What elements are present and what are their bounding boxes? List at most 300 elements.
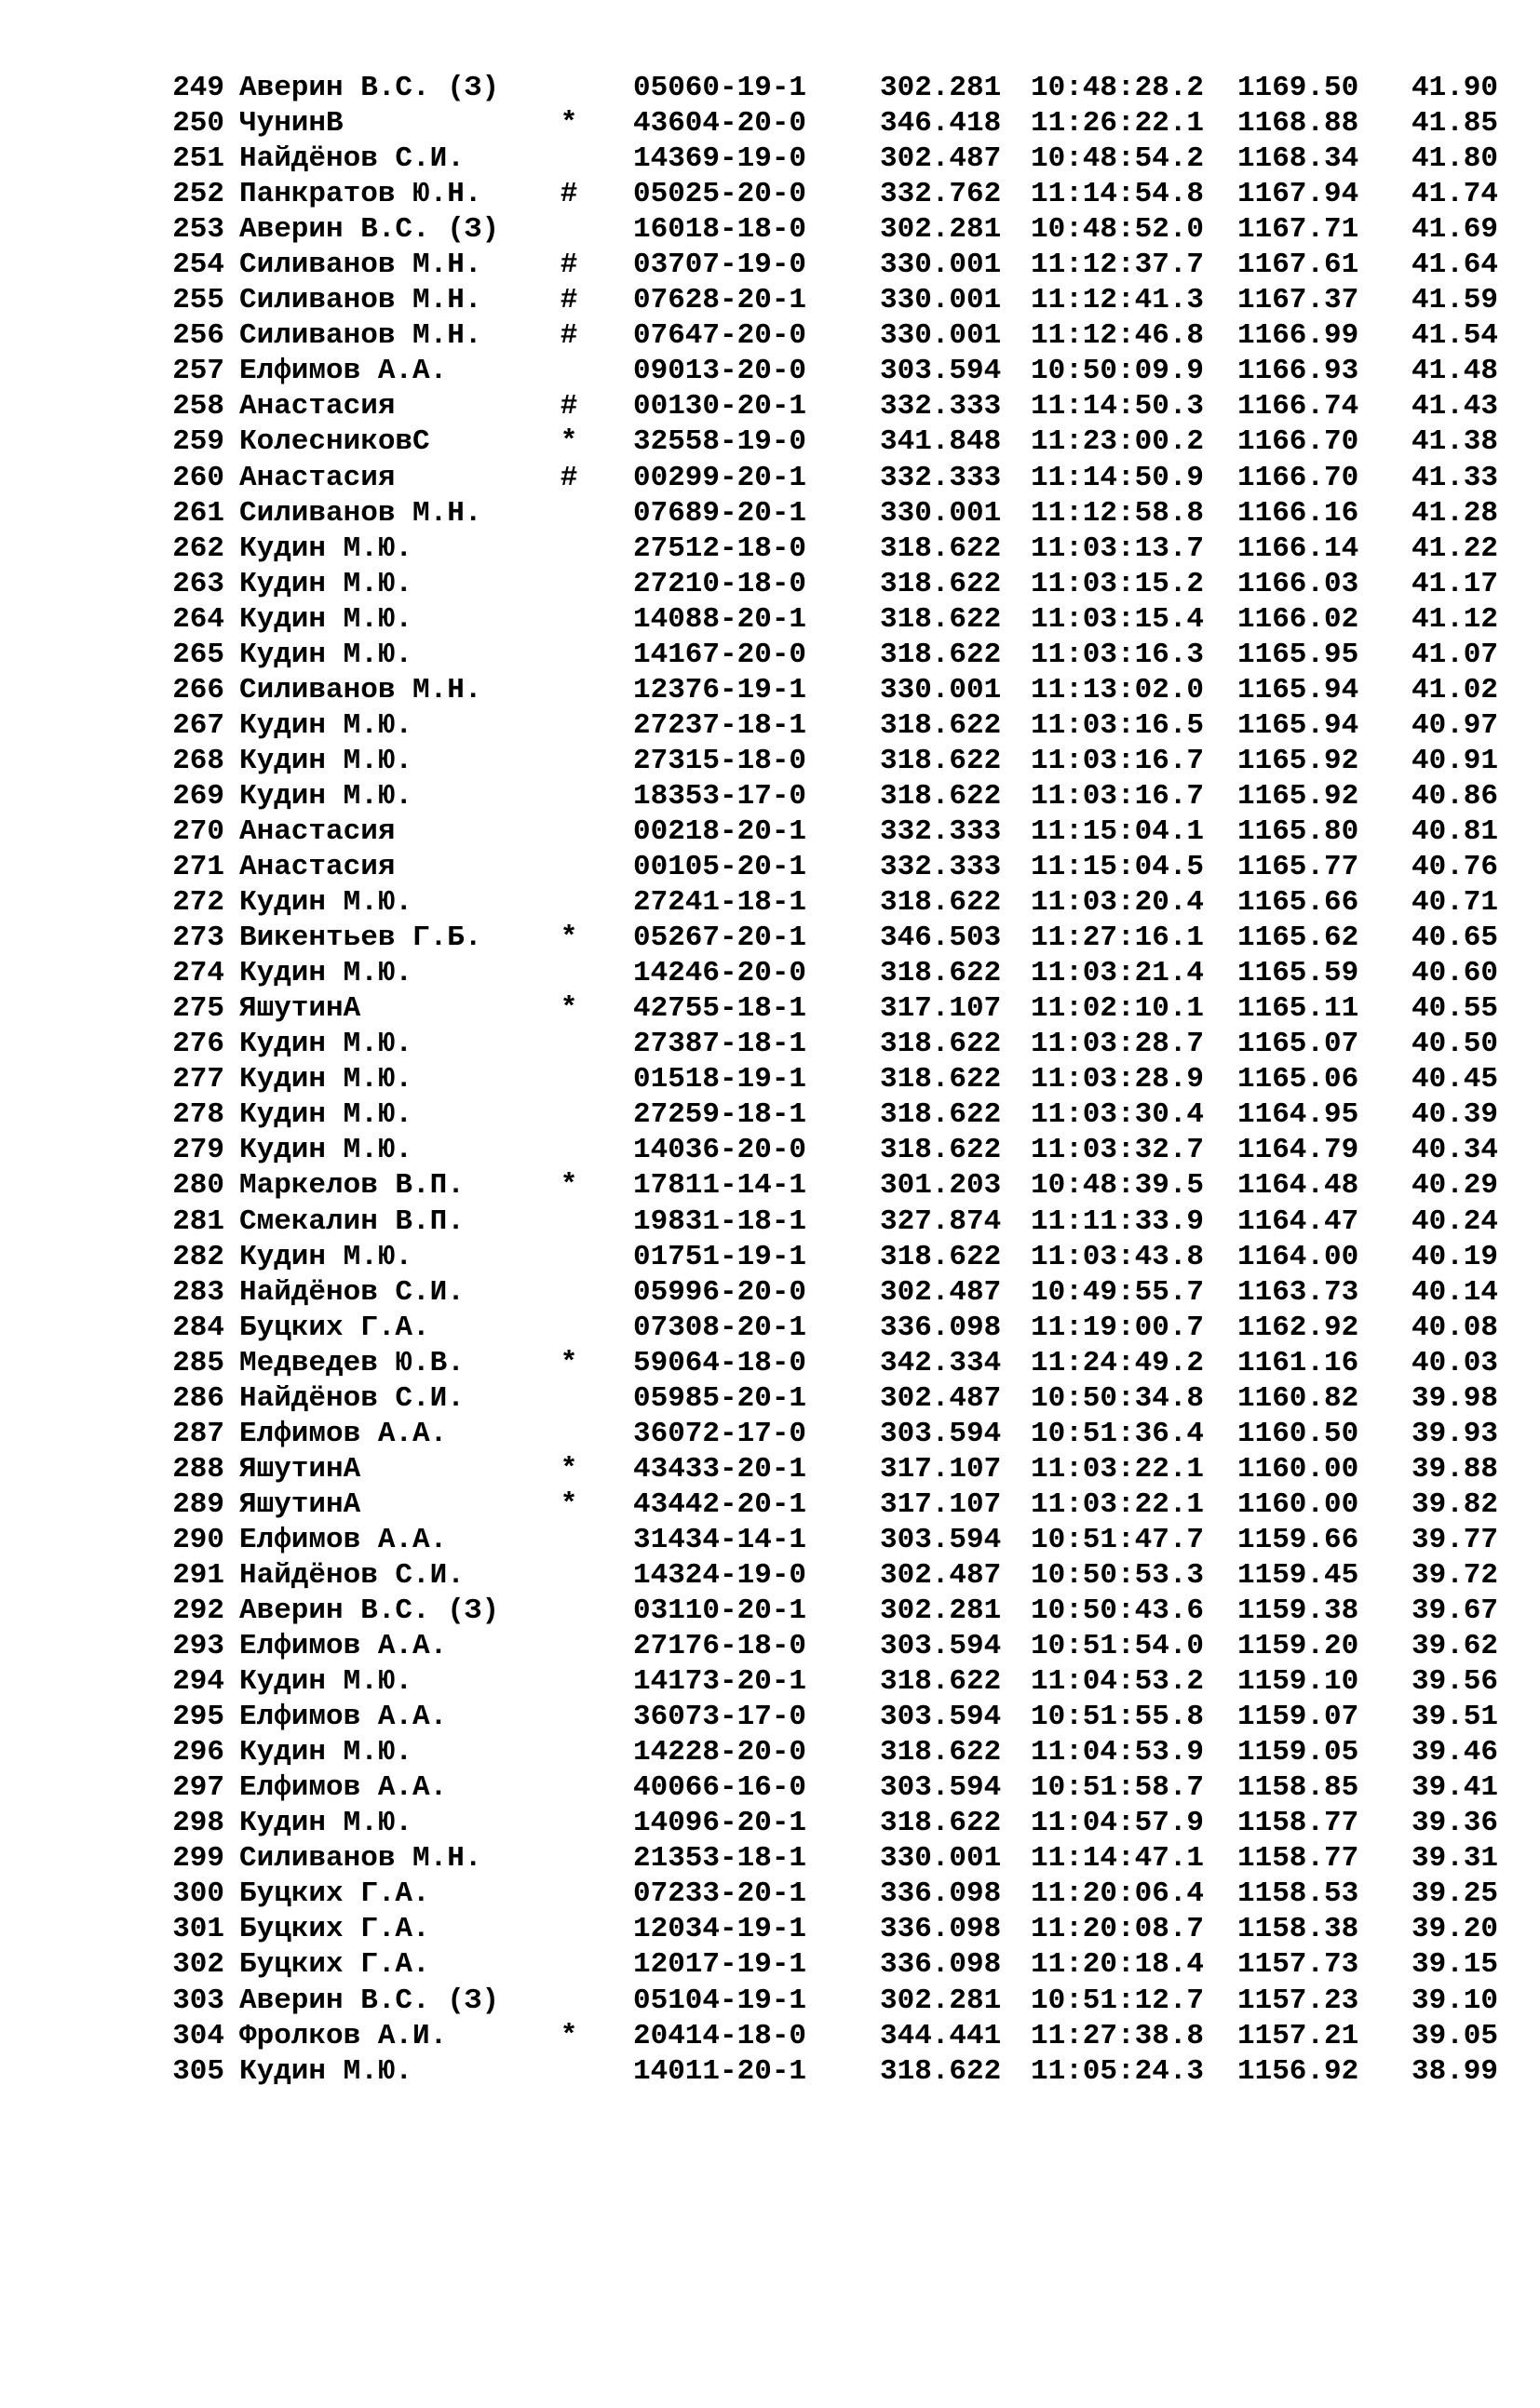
result-row bbox=[0, 1204, 1540, 1240]
place-number: 250 bbox=[172, 107, 224, 141]
points: 40.03 bbox=[1412, 1346, 1499, 1379]
fancier-name: Елфимов А.А. bbox=[239, 1771, 448, 1805]
arrival-time: 11:14:54.8 bbox=[1031, 178, 1205, 211]
speed: 1165.94 bbox=[1237, 708, 1359, 742]
speed: 1165.66 bbox=[1237, 886, 1359, 920]
speed: 1166.16 bbox=[1237, 496, 1359, 530]
arrival-time: 11:03:20.4 bbox=[1031, 886, 1205, 920]
ring-number: 18353-17-0 bbox=[633, 779, 807, 813]
place-number: 294 bbox=[172, 1665, 224, 1699]
distance: 302.487 bbox=[880, 1558, 1002, 1592]
arrival-time: 11:03:28.9 bbox=[1031, 1063, 1205, 1096]
speed: 1158.38 bbox=[1237, 1913, 1359, 1946]
ring-number: 19831-18-1 bbox=[633, 1204, 807, 1238]
speed: 1160.50 bbox=[1237, 1417, 1359, 1450]
fancier-mark: # bbox=[560, 249, 578, 282]
place-number: 278 bbox=[172, 1098, 224, 1132]
distance: 336.098 bbox=[880, 1311, 1002, 1344]
place-number: 279 bbox=[172, 1134, 224, 1167]
ring-number: 42755-18-1 bbox=[633, 992, 807, 1026]
arrival-time: 11:15:04.5 bbox=[1031, 851, 1205, 884]
ring-number: 05267-20-1 bbox=[633, 921, 807, 955]
distance: 303.594 bbox=[880, 1523, 1002, 1556]
distance: 327.874 bbox=[880, 1204, 1002, 1238]
speed: 1166.14 bbox=[1237, 531, 1359, 565]
fancier-name: Аверин В.С. (З) bbox=[239, 1594, 500, 1628]
arrival-time: 11:27:16.1 bbox=[1031, 921, 1205, 955]
result-row bbox=[0, 1275, 1540, 1311]
arrival-time: 11:02:10.1 bbox=[1031, 992, 1205, 1026]
speed: 1158.77 bbox=[1237, 1807, 1359, 1840]
place-number: 257 bbox=[172, 355, 224, 388]
arrival-time: 11:04:53.2 bbox=[1031, 1665, 1205, 1699]
place-number: 252 bbox=[172, 178, 224, 211]
result-row bbox=[0, 1558, 1540, 1594]
points: 41.07 bbox=[1412, 638, 1499, 671]
speed: 1159.05 bbox=[1237, 1736, 1359, 1769]
fancier-name: Анастасия bbox=[239, 851, 396, 884]
distance: 341.848 bbox=[880, 425, 1002, 459]
distance: 318.622 bbox=[880, 1807, 1002, 1840]
result-row bbox=[0, 1346, 1540, 1381]
ring-number: 00218-20-1 bbox=[633, 814, 807, 848]
place-number: 287 bbox=[172, 1417, 224, 1450]
arrival-time: 11:03:30.4 bbox=[1031, 1098, 1205, 1132]
result-row bbox=[0, 1487, 1540, 1523]
result-row bbox=[0, 1452, 1540, 1487]
fancier-name: Кудин М.Ю. bbox=[239, 1134, 413, 1167]
result-row bbox=[0, 1912, 1540, 1947]
speed: 1168.34 bbox=[1237, 142, 1359, 176]
fancier-name: Кудин М.Ю. bbox=[239, 531, 413, 565]
distance: 303.594 bbox=[880, 1630, 1002, 1663]
speed: 1165.59 bbox=[1237, 957, 1359, 990]
ring-number: 12017-19-1 bbox=[633, 1948, 807, 1982]
arrival-time: 11:13:02.0 bbox=[1031, 673, 1205, 706]
result-row bbox=[0, 1523, 1540, 1558]
result-row bbox=[0, 1841, 1540, 1877]
distance: 330.001 bbox=[880, 673, 1002, 706]
ring-number: 32558-19-0 bbox=[633, 425, 807, 459]
speed: 1159.66 bbox=[1237, 1523, 1359, 1556]
place-number: 296 bbox=[172, 1736, 224, 1769]
speed: 1165.95 bbox=[1237, 638, 1359, 671]
fancier-name: Найдёнов С.И. bbox=[239, 1381, 465, 1415]
place-number: 267 bbox=[172, 708, 224, 742]
arrival-time: 10:50:34.8 bbox=[1031, 1381, 1205, 1415]
distance: 317.107 bbox=[880, 992, 1002, 1026]
points: 39.72 bbox=[1412, 1558, 1499, 1592]
distance: 330.001 bbox=[880, 284, 1002, 317]
arrival-time: 10:48:52.0 bbox=[1031, 213, 1205, 247]
fancier-mark: * bbox=[560, 992, 578, 1026]
fancier-name: Кудин М.Ю. bbox=[239, 1807, 413, 1840]
result-row bbox=[0, 461, 1540, 496]
arrival-time: 11:03:22.1 bbox=[1031, 1452, 1205, 1486]
result-row bbox=[0, 2019, 1540, 2054]
result-row bbox=[0, 354, 1540, 389]
fancier-name: Аверин В.С. (З) bbox=[239, 72, 500, 104]
distance: 332.333 bbox=[880, 390, 1002, 424]
place-number: 258 bbox=[172, 390, 224, 424]
distance: 318.622 bbox=[880, 567, 1002, 600]
place-number: 260 bbox=[172, 461, 224, 494]
fancier-name: Кудин М.Ю. bbox=[239, 957, 413, 990]
points: 41.90 bbox=[1412, 72, 1499, 104]
result-row bbox=[0, 318, 1540, 354]
speed: 1166.02 bbox=[1237, 602, 1359, 636]
fancier-name: Силиванов М.Н. bbox=[239, 496, 482, 530]
points: 41.22 bbox=[1412, 531, 1499, 565]
ring-number: 27210-18-0 bbox=[633, 567, 807, 600]
arrival-time: 10:51:58.7 bbox=[1031, 1771, 1205, 1805]
fancier-name: ЯшутинА bbox=[239, 1452, 361, 1486]
fancier-name: Буцких Г.А. bbox=[239, 1311, 430, 1344]
fancier-mark: # bbox=[560, 390, 578, 424]
ring-number: 07628-20-1 bbox=[633, 284, 807, 317]
ring-number: 20414-18-0 bbox=[633, 2019, 807, 2052]
distance: 302.281 bbox=[880, 1594, 1002, 1628]
arrival-time: 11:03:32.7 bbox=[1031, 1134, 1205, 1167]
place-number: 284 bbox=[172, 1311, 224, 1344]
result-row bbox=[0, 1735, 1540, 1770]
fancier-mark: # bbox=[560, 178, 578, 211]
distance: 303.594 bbox=[880, 1771, 1002, 1805]
distance: 336.098 bbox=[880, 1948, 1002, 1982]
speed: 1160.00 bbox=[1237, 1452, 1359, 1486]
distance: 346.503 bbox=[880, 921, 1002, 955]
arrival-time: 11:12:46.8 bbox=[1031, 319, 1205, 353]
fancier-mark: * bbox=[560, 425, 578, 459]
place-number: 288 bbox=[172, 1452, 224, 1486]
ring-number: 03110-20-1 bbox=[633, 1594, 807, 1628]
fancier-name: Анастасия bbox=[239, 390, 396, 424]
place-number: 285 bbox=[172, 1346, 224, 1379]
arrival-time: 10:50:53.3 bbox=[1031, 1558, 1205, 1592]
place-number: 269 bbox=[172, 779, 224, 813]
points: 41.38 bbox=[1412, 425, 1499, 459]
place-number: 297 bbox=[172, 1771, 224, 1805]
distance: 318.622 bbox=[880, 744, 1002, 777]
distance: 342.334 bbox=[880, 1346, 1002, 1379]
fancier-mark: # bbox=[560, 319, 578, 353]
ring-number: 00130-20-1 bbox=[633, 390, 807, 424]
points: 41.28 bbox=[1412, 496, 1499, 530]
ring-number: 43604-20-0 bbox=[633, 107, 807, 141]
arrival-time: 10:48:39.5 bbox=[1031, 1169, 1205, 1203]
distance: 330.001 bbox=[880, 249, 1002, 282]
results-table bbox=[0, 71, 1540, 2090]
distance: 330.001 bbox=[880, 1842, 1002, 1876]
place-number: 305 bbox=[172, 2054, 224, 2088]
place-number: 272 bbox=[172, 886, 224, 920]
fancier-name: ЯшутинА bbox=[239, 1487, 361, 1521]
place-number: 256 bbox=[172, 319, 224, 353]
place-number: 275 bbox=[172, 992, 224, 1026]
distance: 318.622 bbox=[880, 1665, 1002, 1699]
fancier-name: ЧунинВ bbox=[239, 107, 344, 141]
points: 40.76 bbox=[1412, 851, 1499, 884]
result-row bbox=[0, 1240, 1540, 1275]
arrival-time: 11:03:15.2 bbox=[1031, 567, 1205, 600]
arrival-time: 11:14:47.1 bbox=[1031, 1842, 1205, 1876]
points: 40.55 bbox=[1412, 992, 1499, 1026]
fancier-name: Фролков А.И. bbox=[239, 2019, 448, 2052]
ring-number: 14228-20-0 bbox=[633, 1736, 807, 1769]
result-row bbox=[0, 1770, 1540, 1806]
arrival-time: 11:03:16.7 bbox=[1031, 744, 1205, 777]
place-number: 277 bbox=[172, 1063, 224, 1096]
arrival-time: 11:20:06.4 bbox=[1031, 1877, 1205, 1911]
arrival-time: 11:14:50.9 bbox=[1031, 461, 1205, 494]
speed: 1164.95 bbox=[1237, 1098, 1359, 1132]
fancier-name: Панкратов Ю.Н. bbox=[239, 178, 482, 211]
distance: 302.281 bbox=[880, 1984, 1002, 2017]
distance: 318.622 bbox=[880, 886, 1002, 920]
result-row bbox=[0, 177, 1540, 212]
ring-number: 12376-19-1 bbox=[633, 673, 807, 706]
ring-number: 40066-16-0 bbox=[633, 1771, 807, 1805]
result-row bbox=[0, 708, 1540, 744]
points: 40.91 bbox=[1412, 744, 1499, 777]
fancier-mark: * bbox=[560, 107, 578, 141]
distance: 318.622 bbox=[880, 708, 1002, 742]
points: 40.34 bbox=[1412, 1134, 1499, 1167]
place-number: 286 bbox=[172, 1381, 224, 1415]
speed: 1169.50 bbox=[1237, 72, 1359, 104]
ring-number: 43442-20-1 bbox=[633, 1487, 807, 1521]
fancier-name: Кудин М.Ю. bbox=[239, 1028, 413, 1061]
result-row bbox=[0, 106, 1540, 141]
points: 39.56 bbox=[1412, 1665, 1499, 1699]
result-row bbox=[0, 673, 1540, 708]
place-number: 262 bbox=[172, 531, 224, 565]
place-number: 273 bbox=[172, 921, 224, 955]
result-row bbox=[0, 1133, 1540, 1168]
distance: 302.487 bbox=[880, 1275, 1002, 1309]
place-number: 263 bbox=[172, 567, 224, 600]
result-row bbox=[0, 1097, 1540, 1133]
ring-number: 16018-18-0 bbox=[633, 213, 807, 247]
fancier-mark: * bbox=[560, 1346, 578, 1379]
result-row bbox=[0, 389, 1540, 424]
points: 39.77 bbox=[1412, 1523, 1499, 1556]
place-number: 261 bbox=[172, 496, 224, 530]
points: 41.54 bbox=[1412, 319, 1499, 353]
speed: 1166.70 bbox=[1237, 461, 1359, 494]
fancier-name: Елфимов А.А. bbox=[239, 1701, 448, 1734]
points: 41.74 bbox=[1412, 178, 1499, 211]
ring-number: 05996-20-0 bbox=[633, 1275, 807, 1309]
points: 39.25 bbox=[1412, 1877, 1499, 1911]
result-row bbox=[0, 1947, 1540, 1983]
points: 39.20 bbox=[1412, 1913, 1499, 1946]
fancier-name: ЯшутинА bbox=[239, 992, 361, 1026]
place-number: 254 bbox=[172, 249, 224, 282]
arrival-time: 11:20:18.4 bbox=[1031, 1948, 1205, 1982]
points: 39.15 bbox=[1412, 1948, 1499, 1982]
points: 41.48 bbox=[1412, 355, 1499, 388]
points: 40.71 bbox=[1412, 886, 1499, 920]
fancier-name: Найдёнов С.И. bbox=[239, 142, 465, 176]
place-number: 289 bbox=[172, 1487, 224, 1521]
distance: 303.594 bbox=[880, 1701, 1002, 1734]
points: 39.88 bbox=[1412, 1452, 1499, 1486]
place-number: 281 bbox=[172, 1204, 224, 1238]
ring-number: 05104-19-1 bbox=[633, 1984, 807, 2017]
speed: 1167.37 bbox=[1237, 284, 1359, 317]
ring-number: 01751-19-1 bbox=[633, 1240, 807, 1273]
speed: 1164.00 bbox=[1237, 1240, 1359, 1273]
ring-number: 00105-20-1 bbox=[633, 851, 807, 884]
arrival-time: 10:50:43.6 bbox=[1031, 1594, 1205, 1628]
ring-number: 05985-20-1 bbox=[633, 1381, 807, 1415]
arrival-time: 10:48:28.2 bbox=[1031, 72, 1205, 104]
fancier-name: Викентьев Г.Б. bbox=[239, 921, 482, 955]
fancier-name: Буцких Г.А. bbox=[239, 1913, 430, 1946]
arrival-time: 11:03:16.7 bbox=[1031, 779, 1205, 813]
fancier-name: Силиванов М.Н. bbox=[239, 673, 482, 706]
fancier-name: Кудин М.Ю. bbox=[239, 744, 413, 777]
distance: 318.622 bbox=[880, 1098, 1002, 1132]
distance: 302.281 bbox=[880, 72, 1002, 104]
fancier-name: Кудин М.Ю. bbox=[239, 638, 413, 671]
ring-number: 14173-20-1 bbox=[633, 1665, 807, 1699]
place-number: 300 bbox=[172, 1877, 224, 1911]
fancier-name: КолесниковС bbox=[239, 425, 430, 459]
points: 41.80 bbox=[1412, 142, 1499, 176]
place-number: 280 bbox=[172, 1169, 224, 1203]
fancier-name: Кудин М.Ю. bbox=[239, 1240, 413, 1273]
place-number: 268 bbox=[172, 744, 224, 777]
result-row bbox=[0, 531, 1540, 567]
points: 40.97 bbox=[1412, 708, 1499, 742]
arrival-time: 11:11:33.9 bbox=[1031, 1204, 1205, 1238]
speed: 1168.88 bbox=[1237, 107, 1359, 141]
points: 41.85 bbox=[1412, 107, 1499, 141]
points: 39.10 bbox=[1412, 1984, 1499, 2017]
arrival-time: 11:20:08.7 bbox=[1031, 1913, 1205, 1946]
fancier-name: Смекалин В.П. bbox=[239, 1204, 465, 1238]
arrival-time: 11:03:13.7 bbox=[1031, 531, 1205, 565]
place-number: 283 bbox=[172, 1275, 224, 1309]
result-row bbox=[0, 1700, 1540, 1735]
result-row bbox=[0, 1664, 1540, 1700]
points: 40.65 bbox=[1412, 921, 1499, 955]
speed: 1162.92 bbox=[1237, 1311, 1359, 1344]
speed: 1164.47 bbox=[1237, 1204, 1359, 1238]
points: 40.39 bbox=[1412, 1098, 1499, 1132]
fancier-name: Найдёнов С.И. bbox=[239, 1558, 465, 1592]
distance: 318.622 bbox=[880, 638, 1002, 671]
result-row bbox=[0, 71, 1540, 106]
ring-number: 27176-18-0 bbox=[633, 1630, 807, 1663]
result-row bbox=[0, 1629, 1540, 1664]
place-number: 271 bbox=[172, 851, 224, 884]
speed: 1156.92 bbox=[1237, 2054, 1359, 2088]
result-row bbox=[0, 1168, 1540, 1204]
ring-number: 27241-18-1 bbox=[633, 886, 807, 920]
result-row bbox=[0, 956, 1540, 991]
result-row bbox=[0, 1984, 1540, 2019]
result-row bbox=[0, 1806, 1540, 1841]
place-number: 295 bbox=[172, 1701, 224, 1734]
speed: 1166.93 bbox=[1237, 355, 1359, 388]
arrival-time: 11:14:50.3 bbox=[1031, 390, 1205, 424]
ring-number: 14096-20-1 bbox=[633, 1807, 807, 1840]
arrival-time: 11:03:21.4 bbox=[1031, 957, 1205, 990]
ring-number: 14088-20-1 bbox=[633, 602, 807, 636]
arrival-time: 10:51:47.7 bbox=[1031, 1523, 1205, 1556]
place-number: 264 bbox=[172, 602, 224, 636]
fancier-name: Силиванов М.Н. bbox=[239, 319, 482, 353]
ring-number: 12034-19-1 bbox=[633, 1913, 807, 1946]
distance: 303.594 bbox=[880, 355, 1002, 388]
arrival-time: 10:51:55.8 bbox=[1031, 1701, 1205, 1734]
speed: 1163.73 bbox=[1237, 1275, 1359, 1309]
arrival-time: 11:12:37.7 bbox=[1031, 249, 1205, 282]
fancier-mark: * bbox=[560, 1487, 578, 1521]
distance: 332.762 bbox=[880, 178, 1002, 211]
place-number: 270 bbox=[172, 814, 224, 848]
place-number: 304 bbox=[172, 2019, 224, 2052]
result-row bbox=[0, 885, 1540, 921]
distance: 318.622 bbox=[880, 779, 1002, 813]
fancier-name: Аверин В.С. (З) bbox=[239, 213, 500, 247]
distance: 302.487 bbox=[880, 142, 1002, 176]
place-number: 292 bbox=[172, 1594, 224, 1628]
result-row bbox=[0, 850, 1540, 885]
distance: 318.622 bbox=[880, 602, 1002, 636]
place-number: 282 bbox=[172, 1240, 224, 1273]
fancier-name: Силиванов М.Н. bbox=[239, 249, 482, 282]
arrival-time: 10:49:55.7 bbox=[1031, 1275, 1205, 1309]
speed: 1165.77 bbox=[1237, 851, 1359, 884]
speed: 1167.94 bbox=[1237, 178, 1359, 211]
speed: 1165.80 bbox=[1237, 814, 1359, 848]
fancier-name: Аверин В.С. (З) bbox=[239, 1984, 500, 2017]
points: 40.29 bbox=[1412, 1169, 1499, 1203]
points: 40.19 bbox=[1412, 1240, 1499, 1273]
result-row bbox=[0, 1381, 1540, 1417]
fancier-name: Кудин М.Ю. bbox=[239, 567, 413, 600]
place-number: 303 bbox=[172, 1984, 224, 2017]
result-row bbox=[0, 991, 1540, 1027]
distance: 318.622 bbox=[880, 1063, 1002, 1096]
fancier-name: Буцких Г.А. bbox=[239, 1877, 430, 1911]
place-number: 266 bbox=[172, 673, 224, 706]
fancier-name: Елфимов А.А. bbox=[239, 1523, 448, 1556]
ring-number: 07647-20-0 bbox=[633, 319, 807, 353]
points: 41.59 bbox=[1412, 284, 1499, 317]
result-row bbox=[0, 921, 1540, 956]
result-row bbox=[0, 496, 1540, 531]
result-row bbox=[0, 212, 1540, 248]
fancier-mark: # bbox=[560, 461, 578, 494]
points: 40.45 bbox=[1412, 1063, 1499, 1096]
arrival-time: 11:03:16.3 bbox=[1031, 638, 1205, 671]
speed: 1165.92 bbox=[1237, 779, 1359, 813]
arrival-time: 11:27:38.8 bbox=[1031, 2019, 1205, 2052]
distance: 301.203 bbox=[880, 1169, 1002, 1203]
distance: 330.001 bbox=[880, 496, 1002, 530]
distance: 318.622 bbox=[880, 1028, 1002, 1061]
place-number: 291 bbox=[172, 1558, 224, 1592]
result-row bbox=[0, 779, 1540, 814]
fancier-name: Кудин М.Ю. bbox=[239, 1098, 413, 1132]
arrival-time: 11:19:00.7 bbox=[1031, 1311, 1205, 1344]
points: 41.33 bbox=[1412, 461, 1499, 494]
